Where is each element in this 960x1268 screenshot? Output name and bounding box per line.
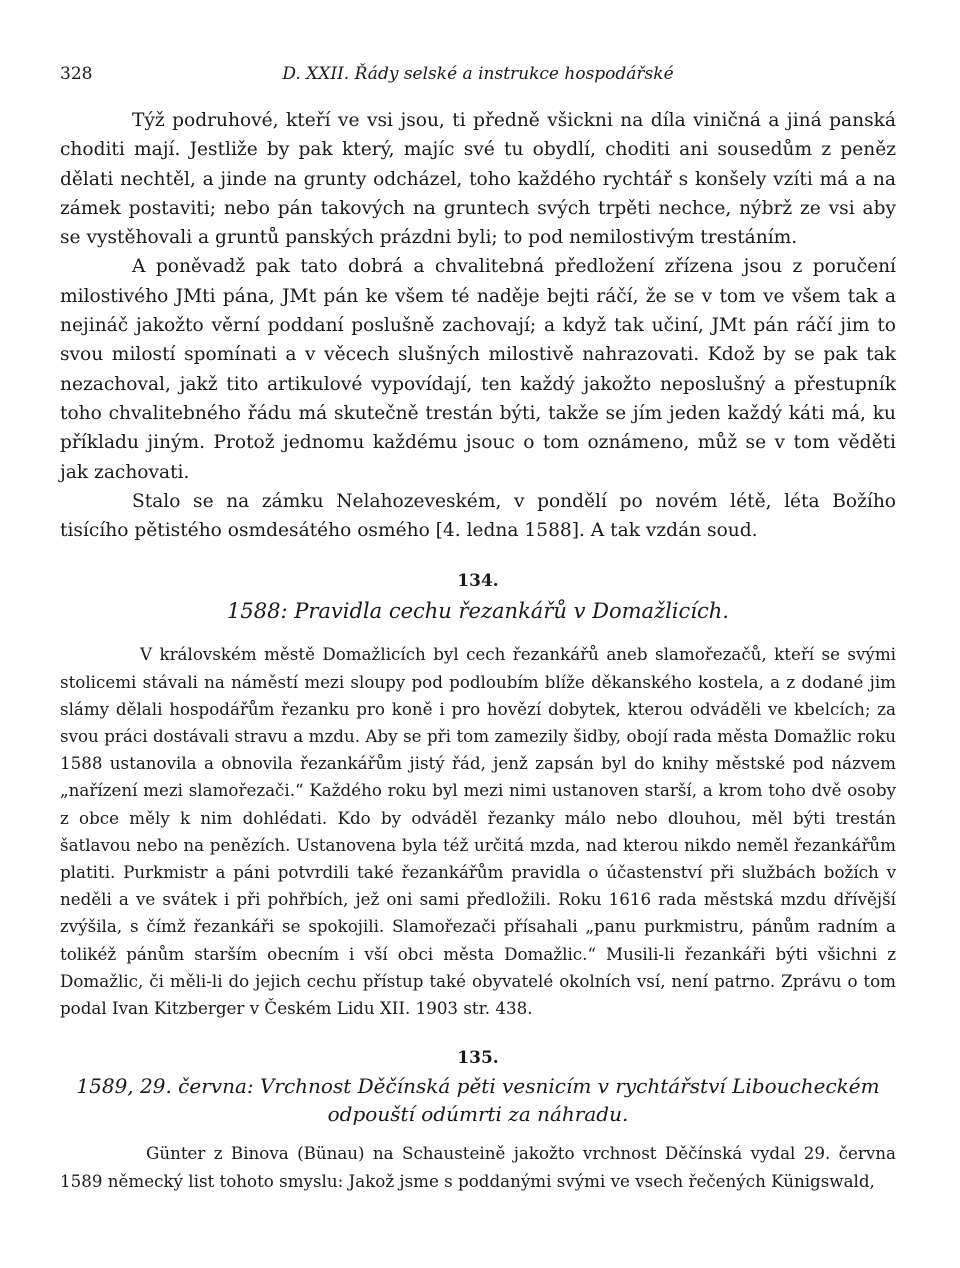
paragraph: Týž podruhové, kteří ve vsi jsou, ti předně všickni na díla viničná a jiná panská choditi mají. Jestliže by pak který, majíc své tu obydlí, choditi ani sousedům z peněz dělati nechtěl, a jinde na grunty odcházel, toho každého rychtář s konšely vzíti má a na zámek postaviti; nebo pán takových na gruntech svých trpěti nechce, nýbrž ze vsi aby se vystěhovali a gruntů panských prázdni byli; to pod nemilostivým trestáním. xyxy=(60,110,896,249)
page-header xyxy=(60,56,896,90)
paragraph: Günter z Binova (Bünau) na Schausteině jakožto vrchnost Děčínská vydal 29. června 1589 německý list tohoto smyslu: Jakož jsme s poddanými svými ve vsech řečených Künigswald, xyxy=(60,1143,896,1191)
section-number: 135. xyxy=(457,1048,499,1069)
paragraph: V královském městě Domažlicích byl cech řezankářů aneb slamořezačů, kteří se svými stolicemi stávali na náměstí mezi sloupy pod podloubím blíže děkanského kostela, a z dodané jim slámy dělali hospodářům řezanku pro koně i pro hovězí dobytek, kterou odváděli ve kbelcích; za svou práci dostávali stravu a mzdu. Aby se při tom zamezily šidby, obojí rada města Domažlic roku 1588 ustanovila a obnovila řezankářům jistý řád, jenž zapsán byl do knihy městské pod názvem „nařízení mezi slamořezači.“ Každého roku byl mezi nimi ustanoven starší, a krom toho dvě osoby z obce měly k nim dohlédati. Kdo by odváděl řezanky málo nebo dlouhou, měl býti trestán šatlavou nebo na penězích. Ustanovena byla též určitá mzda, nad kterou nikdo neměl řezankářům platiti. Purkmistr a páni potvrdili také řezankářům pravidla o účastenství při službách božích v neděli a ve svátek i při pohřbích, jež oni sami předložili. Roku 1616 rada městská mzdu dřívější zvýšila, s čímž řezankáři se spokojili. Slamořezači přísahali „panu purkmistru, pánům radním a tolikéž pánům starším obecním i vší obci města Domažlic.“ Musili-li řezankáři býti všichni z Domažlic, či měli-li do jejich cechu přístup také obyvatelé okolních vsí, není patrno. Zprávu o tom podal Ivan Kitzberger v Českém Lidu XII. 1903 str. 438. xyxy=(60,644,896,1019)
section-number: 134. xyxy=(457,571,499,592)
page-number: 328 xyxy=(60,64,93,84)
section-title-line-2: odpouští odúmrti za náhradu. xyxy=(327,1102,629,1127)
section-title: 1588: Pravidla cechu řezankářů v Domažlicích. xyxy=(227,599,729,624)
main-text xyxy=(60,106,896,545)
running-head: D. XXII. Řády selské a instrukce hospodářské xyxy=(282,64,674,84)
section-text xyxy=(60,1140,896,1194)
section-title-line-1: 1589, 29. června: Vrchnost Děčínská pěti vesnicím v rychtářství Liboucheckém xyxy=(76,1074,880,1099)
paragraph: Stalo se na zámku Nelahozeveském, v pondělí po novém létě, léta Božího tisícího pětistého osmdesátého osmého [4. ledna 1588]. A tak vzdán soud. xyxy=(60,490,896,542)
document-page xyxy=(60,56,896,1195)
paragraph: A poněvadž pak tato dobrá a chvalitebná předložení zřízena jsou z poručení milostivého JMti pána, JMt pán ke všem té naděje bejti ráčí, že se v tom ve všem tak a nejináč jakožto věrní poddaní poslušně zachovají; a když tak učiní, JMt pán ráčí jim to svou milostí spomínati a v věcech slušných milostivě nahrazovati. Kdož by se pak tak nezachoval, jakž tito artikulové vypovídají, ten každý jakožto neposlušný a přestupník toho chvalitebného řádu má skutečně trestán býti, takže se jím jeden každý káti má, ku příkladu jiným. Protož jednomu každému jsouc o tom oznámeno, můž se v tom věděti jak zachovati. xyxy=(60,256,896,483)
section-text xyxy=(60,641,896,1022)
